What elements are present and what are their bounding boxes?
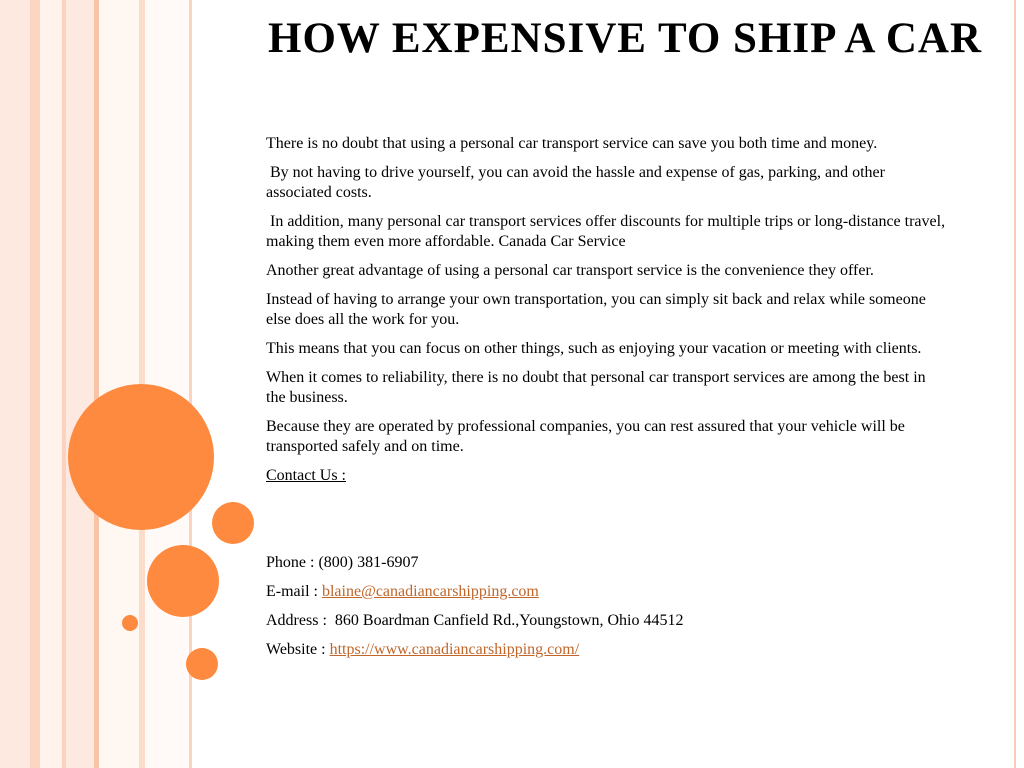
decorative-circle-small bbox=[212, 502, 254, 544]
body-paragraph: In addition, many personal car transport services offer discounts for multiple trips or long-distance travel, making them even more affordable. Canada Car Service bbox=[266, 213, 950, 250]
phone-label: Phone : bbox=[266, 554, 319, 571]
address-value: 860 Boardman Canfield Rd.,Youngstown, Ohio 44512 bbox=[334, 612, 684, 629]
address-line bbox=[266, 611, 946, 631]
body-paragraph: Because they are operated by professional companies, you can rest assured that your vehicle will be transported safely and on time. bbox=[266, 418, 905, 455]
address-label: Address : bbox=[266, 612, 335, 629]
slide-content bbox=[266, 134, 950, 669]
decorative-stripe bbox=[0, 0, 30, 768]
decorative-circle-tiny bbox=[122, 615, 138, 631]
body-paragraph: By not having to drive yourself, you can avoid the hassle and expense of gas, parking, and other associated costs. bbox=[266, 164, 889, 201]
decorative-circle-medium bbox=[147, 545, 219, 617]
website-label: Website : bbox=[266, 641, 330, 658]
email-label: E-mail : bbox=[266, 583, 322, 600]
body-paragraph: Instead of having to arrange your own transportation, you can simply sit back and relax while someone else does all the work for you. bbox=[266, 291, 926, 328]
decorative-circle-small bbox=[186, 648, 218, 680]
decorative-circle-large bbox=[68, 384, 214, 530]
contact-us-link[interactable]: Contact Us : bbox=[266, 467, 346, 484]
email-link[interactable]: blaine@canadiancarshipping.com bbox=[321, 583, 539, 600]
body-paragraph: There is no doubt that using a personal car transport service can save you both time and money. bbox=[266, 135, 878, 152]
body-paragraph: When it comes to reliability, there is no doubt that personal car transport services are among the best in the business. bbox=[266, 369, 926, 406]
decorative-stripe bbox=[66, 0, 94, 768]
email-line bbox=[266, 582, 946, 602]
right-border-line bbox=[1014, 0, 1016, 768]
phone-line bbox=[266, 553, 946, 573]
phone-number: (800) 381-6907 bbox=[318, 554, 419, 571]
website-link[interactable]: https://www.canadiancarshipping.com/ bbox=[329, 641, 580, 658]
body-paragraph: This means that you can focus on other things, such as enjoying your vacation or meeting with clients. bbox=[266, 340, 922, 357]
decorative-stripe bbox=[40, 0, 62, 768]
body-paragraph: Another great advantage of using a personal car transport service is the convenience they offer. bbox=[266, 262, 874, 279]
website-line bbox=[266, 640, 946, 660]
page-title: HOW EXPENSIVE TO SHIP A CAR bbox=[268, 15, 983, 62]
decorative-stripe bbox=[30, 0, 40, 768]
